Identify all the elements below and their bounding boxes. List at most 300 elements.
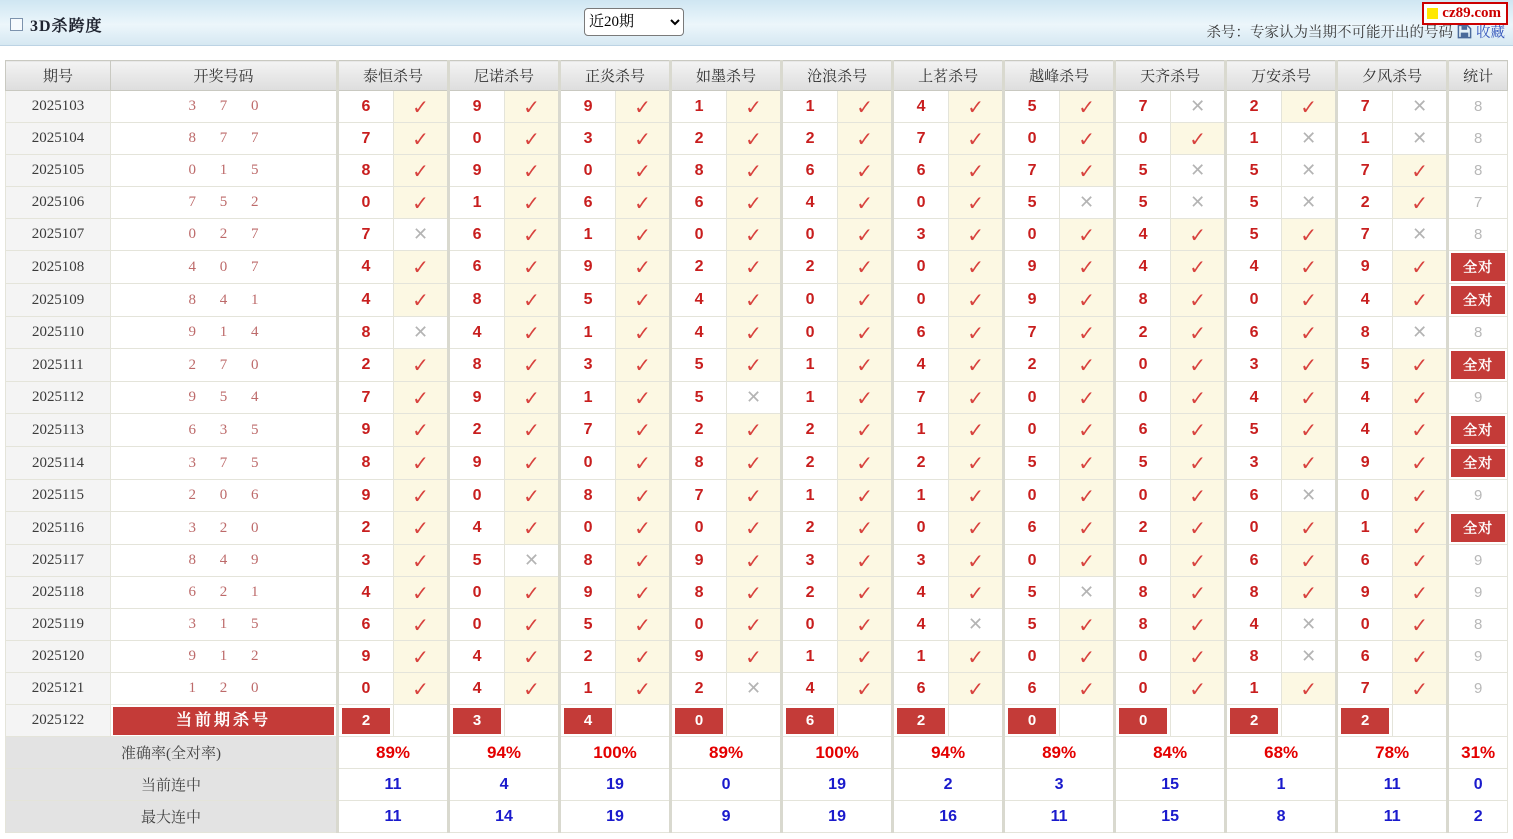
kill-number-cell: 4 <box>338 577 394 609</box>
kill-number-cell: 9 <box>449 91 505 123</box>
check-icon: ✓ <box>949 284 1004 317</box>
current-kill-number-cell <box>338 705 394 737</box>
summary-stat-cell: 31% <box>1448 737 1508 769</box>
check-icon: ✓ <box>1171 349 1226 382</box>
empty-mark-cell <box>1060 705 1115 737</box>
kill-number-legend: 杀号：专家认为当期不可能开出的号码 <box>1206 25 1453 41</box>
kill-number-cell: 2 <box>782 577 838 609</box>
expert-header: 正炎杀号 <box>560 61 671 91</box>
check-icon: ✓ <box>838 641 893 673</box>
check-icon: ✓ <box>838 123 893 155</box>
check-icon: ✓ <box>949 187 1004 219</box>
check-icon: ✓ <box>616 447 671 480</box>
check-icon: ✓ <box>394 641 449 673</box>
empty-mark-cell <box>1171 705 1226 737</box>
kill-number-cell: 4 <box>893 349 949 382</box>
kill-number-cell: 0 <box>893 284 949 317</box>
table-row <box>6 155 1508 187</box>
current-kill-number-cell <box>671 705 727 737</box>
kill-number-cell: 1 <box>560 673 616 705</box>
kill-number-cell: 0 <box>1004 545 1060 577</box>
draw-numbers-cell: 6 2 1 <box>111 577 338 609</box>
summary-value-cell: 11 <box>1004 801 1115 833</box>
check-icon: ✓ <box>838 480 893 512</box>
cross-icon: ✕ <box>394 317 449 349</box>
full-hit-badge: 全对 <box>1451 514 1505 542</box>
kill-number-cell: 0 <box>1004 123 1060 155</box>
check-icon: ✓ <box>949 349 1004 382</box>
kill-number-cell: 1 <box>1226 123 1282 155</box>
kill-number-cell: 0 <box>1115 382 1171 414</box>
kill-number-cell: 2 <box>782 123 838 155</box>
kill-number-cell: 0 <box>671 219 727 251</box>
check-icon: ✓ <box>838 447 893 480</box>
kill-number-cell: 6 <box>1004 673 1060 705</box>
draw-numbers-cell: 2 7 0 <box>111 349 338 382</box>
kill-number-cell: 6 <box>1226 480 1282 512</box>
kill-number-cell: 0 <box>1115 480 1171 512</box>
check-icon: ✓ <box>1393 641 1448 673</box>
check-icon: ✓ <box>949 480 1004 512</box>
summary-value-cell: 11 <box>1337 769 1448 801</box>
period-cell: 2025113 <box>6 414 111 447</box>
summary-value-cell: 11 <box>338 769 449 801</box>
kill-number-cell: 9 <box>338 641 394 673</box>
kill-number-cell: 6 <box>893 155 949 187</box>
kill-number-cell: 1 <box>560 382 616 414</box>
kill-number-cell: 5 <box>449 545 505 577</box>
kill-number-cell: 6 <box>449 251 505 284</box>
check-icon: ✓ <box>838 155 893 187</box>
kill-number-cell: 8 <box>560 545 616 577</box>
check-icon: ✓ <box>1171 609 1226 641</box>
kill-number-cell: 3 <box>893 219 949 251</box>
kill-number-cell: 0 <box>449 480 505 512</box>
kill-number-cell: 0 <box>449 609 505 641</box>
draw-numbers-cell: 8 7 7 <box>111 123 338 155</box>
cross-icon: ✕ <box>1171 91 1226 123</box>
summary-value-cell: 1 <box>1226 769 1337 801</box>
summary-value-cell: 19 <box>560 769 671 801</box>
current-kill-number-cell <box>449 705 505 737</box>
kill-number-cell: 0 <box>782 317 838 349</box>
check-icon: ✓ <box>1393 577 1448 609</box>
cross-icon: ✕ <box>1282 187 1337 219</box>
check-icon: ✓ <box>505 155 560 187</box>
check-icon: ✓ <box>616 609 671 641</box>
check-icon: ✓ <box>949 545 1004 577</box>
summary-value-cell: 11 <box>338 801 449 833</box>
check-icon: ✓ <box>1282 251 1337 284</box>
check-icon: ✓ <box>1060 382 1115 414</box>
kill-number-cell: 9 <box>1337 251 1393 284</box>
current-kill-number: 2 <box>342 708 390 734</box>
check-icon: ✓ <box>1060 123 1115 155</box>
expert-header: 尼诺杀号 <box>449 61 560 91</box>
kill-number-cell: 9 <box>560 91 616 123</box>
summary-value-cell: 68% <box>1226 737 1337 769</box>
summary-value-cell: 78% <box>1337 737 1448 769</box>
kill-number-cell: 0 <box>1226 512 1282 545</box>
check-icon: ✓ <box>1060 219 1115 251</box>
kill-number-cell: 9 <box>671 641 727 673</box>
check-icon: ✓ <box>1060 284 1115 317</box>
kill-number-cell: 7 <box>338 123 394 155</box>
expert-header: 如墨杀号 <box>671 61 782 91</box>
kill-number-cell: 6 <box>560 187 616 219</box>
draw-numbers-cell: 3 7 5 <box>111 447 338 480</box>
check-icon: ✓ <box>727 317 782 349</box>
check-icon: ✓ <box>616 545 671 577</box>
period-cell: 2025107 <box>6 219 111 251</box>
cross-icon: ✕ <box>1282 609 1337 641</box>
check-icon: ✓ <box>727 187 782 219</box>
check-icon: ✓ <box>1171 382 1226 414</box>
draw-numbers-cell: 9 1 2 <box>111 641 338 673</box>
kill-number-cell: 1 <box>782 480 838 512</box>
kill-number-cell: 9 <box>449 447 505 480</box>
kill-number-cell: 6 <box>1226 545 1282 577</box>
check-icon: ✓ <box>838 545 893 577</box>
table-row <box>6 673 1508 705</box>
kill-number-cell: 7 <box>1337 155 1393 187</box>
summary-stat-cell: 2 <box>1448 801 1508 833</box>
kill-number-cell: 8 <box>1226 641 1282 673</box>
kill-number-cell: 5 <box>1004 187 1060 219</box>
check-icon: ✓ <box>1282 545 1337 577</box>
kill-number-cell: 4 <box>338 251 394 284</box>
summary-label-cell: 准确率(全对率) <box>6 737 338 769</box>
kill-number-cell: 2 <box>782 414 838 447</box>
check-icon: ✓ <box>949 447 1004 480</box>
check-icon: ✓ <box>1171 447 1226 480</box>
kill-number-cell: 4 <box>1226 251 1282 284</box>
summary-value-cell: 89% <box>671 737 782 769</box>
summary-value-cell: 19 <box>782 769 893 801</box>
kill-number-cell: 2 <box>1115 317 1171 349</box>
kill-number-cell: 0 <box>560 447 616 480</box>
kill-number-cell: 3 <box>893 545 949 577</box>
check-icon: ✓ <box>1171 512 1226 545</box>
expert-header: 沧浪杀号 <box>782 61 893 91</box>
check-icon: ✓ <box>394 187 449 219</box>
check-icon: ✓ <box>505 251 560 284</box>
check-icon: ✓ <box>616 641 671 673</box>
kill-number-cell: 2 <box>782 251 838 284</box>
stat-cell: 7 <box>1448 187 1508 219</box>
check-icon: ✓ <box>505 284 560 317</box>
kill-number-cell: 1 <box>893 480 949 512</box>
summary-value-cell: 4 <box>449 769 560 801</box>
summary-value-cell: 94% <box>449 737 560 769</box>
check-icon: ✓ <box>1171 480 1226 512</box>
kill-number-cell: 1 <box>1226 673 1282 705</box>
cross-icon: ✕ <box>394 219 449 251</box>
cross-icon: ✕ <box>1282 123 1337 155</box>
check-icon: ✓ <box>949 317 1004 349</box>
draw-numbers-cell: 0 2 7 <box>111 219 338 251</box>
stat-cell: 8 <box>1448 219 1508 251</box>
kill-number-cell: 0 <box>893 512 949 545</box>
check-icon: ✓ <box>394 609 449 641</box>
table-row <box>6 382 1508 414</box>
check-icon: ✓ <box>394 123 449 155</box>
stat-cell: 9 <box>1448 480 1508 512</box>
stat-cell: 9 <box>1448 382 1508 414</box>
period-cell: 2025111 <box>6 349 111 382</box>
check-icon: ✓ <box>727 641 782 673</box>
summary-value-cell: 11 <box>1337 801 1448 833</box>
table-row <box>6 187 1508 219</box>
check-icon: ✓ <box>394 673 449 705</box>
kill-number-cell: 9 <box>338 414 394 447</box>
full-hit-badge: 全对 <box>1451 253 1505 281</box>
current-kill-label-cell <box>111 705 338 737</box>
kill-number-cell: 8 <box>449 349 505 382</box>
kill-number-cell: 9 <box>1337 577 1393 609</box>
kill-number-cell: 3 <box>560 123 616 155</box>
period-cell: 2025108 <box>6 251 111 284</box>
kill-number-cell: 5 <box>1226 219 1282 251</box>
check-icon: ✓ <box>505 91 560 123</box>
check-icon: ✓ <box>505 349 560 382</box>
kill-number-cell: 0 <box>1004 414 1060 447</box>
stat-cell: 9 <box>1448 641 1508 673</box>
check-icon: ✓ <box>505 414 560 447</box>
header-row <box>6 61 1508 91</box>
page-header <box>0 0 1513 46</box>
check-icon: ✓ <box>727 480 782 512</box>
site-logo[interactable] <box>1422 2 1508 25</box>
kill-number-cell: 4 <box>449 317 505 349</box>
summary-value-cell: 15 <box>1115 801 1226 833</box>
check-icon: ✓ <box>505 480 560 512</box>
stat-header: 统计 <box>1448 61 1508 91</box>
kill-number-cell: 0 <box>560 155 616 187</box>
check-icon: ✓ <box>394 512 449 545</box>
check-icon: ✓ <box>1393 382 1448 414</box>
kill-number-cell: 2 <box>782 512 838 545</box>
kill-number-cell: 1 <box>671 91 727 123</box>
summary-value-cell: 15 <box>1115 769 1226 801</box>
kill-number-cell: 6 <box>893 317 949 349</box>
empty-mark-cell <box>727 705 782 737</box>
period-cell: 2025109 <box>6 284 111 317</box>
check-icon: ✓ <box>505 123 560 155</box>
summary-value-cell: 8 <box>1226 801 1337 833</box>
check-icon: ✓ <box>1282 577 1337 609</box>
check-icon: ✓ <box>838 317 893 349</box>
check-icon: ✓ <box>1060 155 1115 187</box>
check-icon: ✓ <box>1282 512 1337 545</box>
summary-row <box>6 801 1508 833</box>
summary-label-cell: 当前连中 <box>6 769 338 801</box>
check-icon: ✓ <box>1282 91 1337 123</box>
draw-numbers-cell: 8 4 9 <box>111 545 338 577</box>
draw-numbers-cell: 1 2 0 <box>111 673 338 705</box>
check-icon: ✓ <box>616 577 671 609</box>
section-checkbox[interactable] <box>10 18 23 31</box>
kill-number-cell: 0 <box>1004 641 1060 673</box>
current-kill-number-cell <box>1115 705 1171 737</box>
stat-cell: 8 <box>1448 155 1508 187</box>
current-kill-number-cell <box>1337 705 1393 737</box>
cross-icon: ✕ <box>505 545 560 577</box>
check-icon: ✓ <box>838 251 893 284</box>
table-row <box>6 349 1508 382</box>
kill-number-cell: 6 <box>893 673 949 705</box>
stat-cell <box>1448 512 1508 545</box>
kill-number-cell: 9 <box>671 545 727 577</box>
current-kill-number-cell <box>893 705 949 737</box>
kill-number-cell: 5 <box>1115 447 1171 480</box>
kill-number-cell: 5 <box>1004 91 1060 123</box>
kill-number-cell: 2 <box>671 251 727 284</box>
kill-number-cell: 8 <box>1337 317 1393 349</box>
check-icon: ✓ <box>949 219 1004 251</box>
kill-number-cell: 8 <box>671 447 727 480</box>
kill-number-cell: 9 <box>560 251 616 284</box>
kill-number-cell: 9 <box>1004 284 1060 317</box>
kill-number-cell: 9 <box>1004 251 1060 284</box>
summary-value-cell: 94% <box>893 737 1004 769</box>
check-icon: ✓ <box>1393 545 1448 577</box>
stat-cell: 9 <box>1448 577 1508 609</box>
check-icon: ✓ <box>616 480 671 512</box>
kill-number-cell: 0 <box>560 512 616 545</box>
draw-numbers-cell: 0 1 5 <box>111 155 338 187</box>
empty-mark-cell <box>505 705 560 737</box>
check-icon: ✓ <box>1060 480 1115 512</box>
kill-number-cell: 7 <box>893 123 949 155</box>
summary-value-cell: 2 <box>893 769 1004 801</box>
kill-number-cell: 6 <box>782 155 838 187</box>
check-icon: ✓ <box>1060 641 1115 673</box>
favorite-link[interactable]: 收藏 <box>1476 25 1505 41</box>
kill-number-cell: 5 <box>1004 577 1060 609</box>
current-kill-number: 2 <box>1341 708 1389 734</box>
kill-number-cell: 7 <box>1115 91 1171 123</box>
check-icon: ✓ <box>838 414 893 447</box>
empty-mark-cell <box>1282 705 1337 737</box>
check-icon: ✓ <box>505 641 560 673</box>
check-icon: ✓ <box>949 641 1004 673</box>
check-icon: ✓ <box>1060 512 1115 545</box>
period-cell: 2025106 <box>6 187 111 219</box>
period-cell: 2025115 <box>6 480 111 512</box>
cross-icon: ✕ <box>1171 155 1226 187</box>
empty-mark-cell <box>949 705 1004 737</box>
check-icon: ✓ <box>727 219 782 251</box>
kill-number-cell: 5 <box>560 284 616 317</box>
kill-number-cell: 4 <box>449 673 505 705</box>
check-icon: ✓ <box>1060 91 1115 123</box>
summary-value-cell: 19 <box>782 801 893 833</box>
table-row <box>6 123 1508 155</box>
kill-number-cell: 5 <box>1115 155 1171 187</box>
kill-number-cell: 0 <box>338 673 394 705</box>
kill-number-cell: 1 <box>560 219 616 251</box>
cross-icon: ✕ <box>1393 91 1448 123</box>
check-icon: ✓ <box>616 414 671 447</box>
current-kill-number: 0 <box>675 708 723 734</box>
kill-number-cell: 6 <box>671 187 727 219</box>
current-kill-number: 2 <box>897 708 945 734</box>
cross-icon: ✕ <box>1282 155 1337 187</box>
stat-cell: 9 <box>1448 673 1508 705</box>
stat-cell: 9 <box>1448 545 1508 577</box>
table-row <box>6 512 1508 545</box>
check-icon: ✓ <box>1393 609 1448 641</box>
check-icon: ✓ <box>616 382 671 414</box>
kill-number-cell: 0 <box>338 187 394 219</box>
check-icon: ✓ <box>727 414 782 447</box>
period-cell: 2025110 <box>6 317 111 349</box>
check-icon: ✓ <box>1393 251 1448 284</box>
summary-row <box>6 737 1508 769</box>
check-icon: ✓ <box>1393 414 1448 447</box>
check-icon: ✓ <box>838 219 893 251</box>
check-icon: ✓ <box>1060 609 1115 641</box>
check-icon: ✓ <box>394 155 449 187</box>
kill-number-cell: 0 <box>1115 349 1171 382</box>
kill-number-cell: 5 <box>1337 349 1393 382</box>
kill-number-cell: 7 <box>1337 219 1393 251</box>
period-range-select[interactable] <box>584 8 684 36</box>
table-row <box>6 317 1508 349</box>
table-row <box>6 480 1508 512</box>
check-icon: ✓ <box>1393 673 1448 705</box>
cross-icon: ✕ <box>1282 641 1337 673</box>
kill-number-cell: 0 <box>1226 284 1282 317</box>
kill-number-cell: 8 <box>1226 577 1282 609</box>
kill-number-cell: 1 <box>782 91 838 123</box>
kill-number-cell: 9 <box>449 382 505 414</box>
check-icon: ✓ <box>394 414 449 447</box>
kill-number-cell: 2 <box>671 123 727 155</box>
kill-number-cell: 2 <box>449 414 505 447</box>
table-row <box>6 545 1508 577</box>
kill-number-cell: 6 <box>1226 317 1282 349</box>
period-cell: 2025120 <box>6 641 111 673</box>
summary-value-cell: 89% <box>1004 737 1115 769</box>
check-icon: ✓ <box>1060 251 1115 284</box>
cross-icon: ✕ <box>1060 187 1115 219</box>
kill-number-cell: 4 <box>893 577 949 609</box>
check-icon: ✓ <box>505 187 560 219</box>
check-icon: ✓ <box>727 123 782 155</box>
check-icon: ✓ <box>1282 673 1337 705</box>
empty-mark-cell <box>394 705 449 737</box>
kill-number-cell: 4 <box>893 91 949 123</box>
period-cell: 2025117 <box>6 545 111 577</box>
kill-number-cell: 0 <box>1115 641 1171 673</box>
check-icon: ✓ <box>838 349 893 382</box>
kill-number-cell: 0 <box>671 512 727 545</box>
kill-number-cell: 8 <box>338 155 394 187</box>
check-icon: ✓ <box>1171 284 1226 317</box>
table-row <box>6 447 1508 480</box>
logo-text: cz89.com <box>1442 5 1501 21</box>
empty-mark-cell <box>838 705 893 737</box>
table-row <box>6 577 1508 609</box>
check-icon: ✓ <box>1060 673 1115 705</box>
check-icon: ✓ <box>1171 219 1226 251</box>
check-icon: ✓ <box>505 512 560 545</box>
kill-number-cell: 1 <box>1337 123 1393 155</box>
table-row <box>6 641 1508 673</box>
stat-cell <box>1448 284 1508 317</box>
